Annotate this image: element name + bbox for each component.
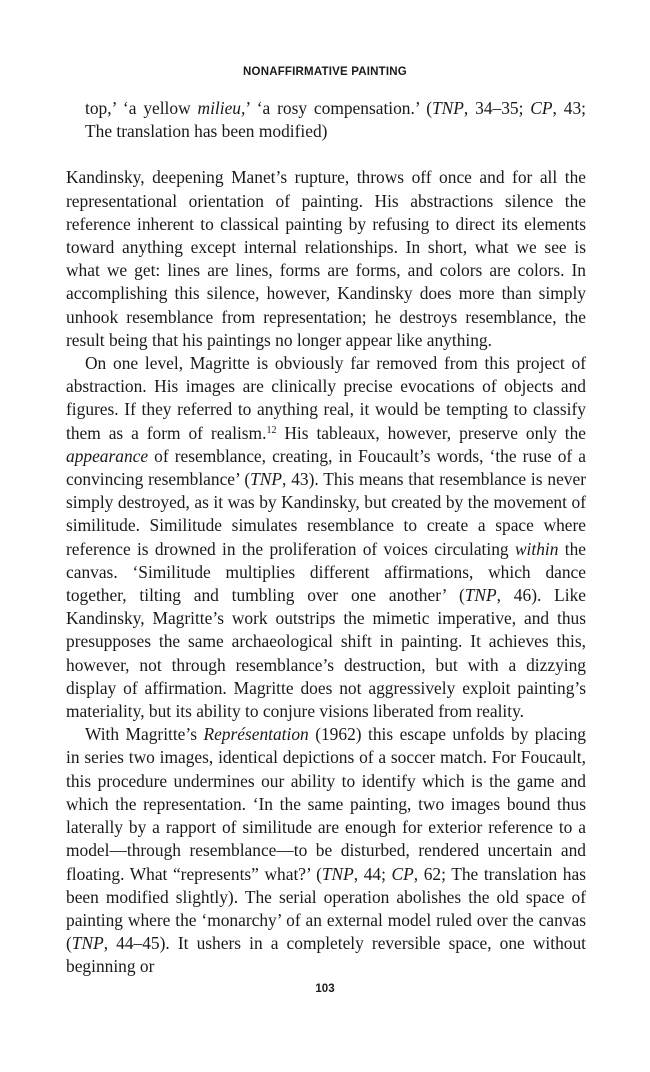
quote-text: , 43; The translation has been modified) [85,98,586,142]
para-text: His tableaux, however, preserve only the [276,422,586,443]
para-text: , 44–45). It ushers in a completely reversible space, one without beginning or [66,933,586,977]
para-italic: TNP [250,469,283,490]
quote-text: ’ ‘a rosy compensation.’ ( [245,98,432,118]
footnote-marker[interactable]: 12 [266,424,277,436]
para-text: the canvas. ‘Similitude multiplies different affirmations, which dance together, tilting and tumbling over one another’ ( [66,538,586,606]
paragraph-magritte [66,352,586,723]
body-text [66,97,586,979]
para-text: , 44; [353,863,392,884]
para-text: , 46). Like Kandinsky, Magritte’s work outstrips the mimetic imperative, and thus presupposes the same archaeological shift in painting. It achieves this, however, not through resemblance’s destruction, but with a dizzying display of affirmation. Magritte does not aggressively exploit painting’s materiality, but its ability to conjure visions liberated from reality. [66,585,586,722]
block-quote-end [85,97,586,143]
para-text: With Magritte’s [85,724,204,745]
page-number: 103 [315,983,335,995]
running-head: NONAFFIRMATIVE PAINTING [243,66,407,78]
para-text: , 43). This means that resemblance is never simply destroyed, as it was by Kandinsky, but created by the movement of similitude. Similitude simulates resemblance to create a space where reference is drowned in the proliferation of voices circulating [66,469,586,559]
para-italic: CP [391,863,414,884]
para-text: (1962) this escape unfolds by placing in series two images, identical depictions of a soccer match. For Foucault, this procedure undermines our ability to identify which is the game and which the representation. ‘In the same painting, two images bound thus laterally by a rapport of similitude are enough for exterior reference to a model—through resemblance—to be disturbed, rendered uncertain and floating. What “represents” what?’ ( [66,724,586,884]
paragraph-kandinsky: Kandinsky, deepening Manet’s rupture, throws off once and for all the representational orientation of painting. His abstractions silence the reference inherent to classical painting by refusing to direct its elements toward anything except internal relationships. In short, what we see is what we get: lines are lines, forms are forms, and colors are colors. In accomplishing this silence, however, Kandinsky does more than simply unhook resemblance from representation; he destroys resemblance, the result being that his paintings no longer appear like anything. [66,167,586,350]
para-italic: within [514,538,559,559]
para-text: , 62; The translation has been modified slightly). The serial operation abolishes the old space of painting where the ‘monarchy’ of an external model ruled over the canvas ( [66,863,586,954]
quote-italic: TNP [432,98,464,118]
quote-italic: CP [530,98,553,118]
para-text: On one level, Magritte is obviously far removed from this project of abstraction. His images are clinically precise evocations of objects and figures. If they referred to anything real, it would be tempting to classify them as a form of realism. [66,353,586,443]
para-text: of resemblance, creating, in Foucault’s words, ‘the ruse of a convincing resemblance’ ( [66,445,586,490]
para-italic: TNP [71,933,104,954]
quote-italic: milieu, [197,98,246,118]
para-italic: TNP [464,585,497,606]
para-italic: TNP [321,863,354,884]
para-italic: Représentation [203,724,309,745]
quote-text: top,’ ‘a yellow [85,98,198,118]
quote-text: , 34–35; [463,98,531,118]
paragraph-representation [66,723,586,978]
para-italic: appearance [66,445,149,466]
